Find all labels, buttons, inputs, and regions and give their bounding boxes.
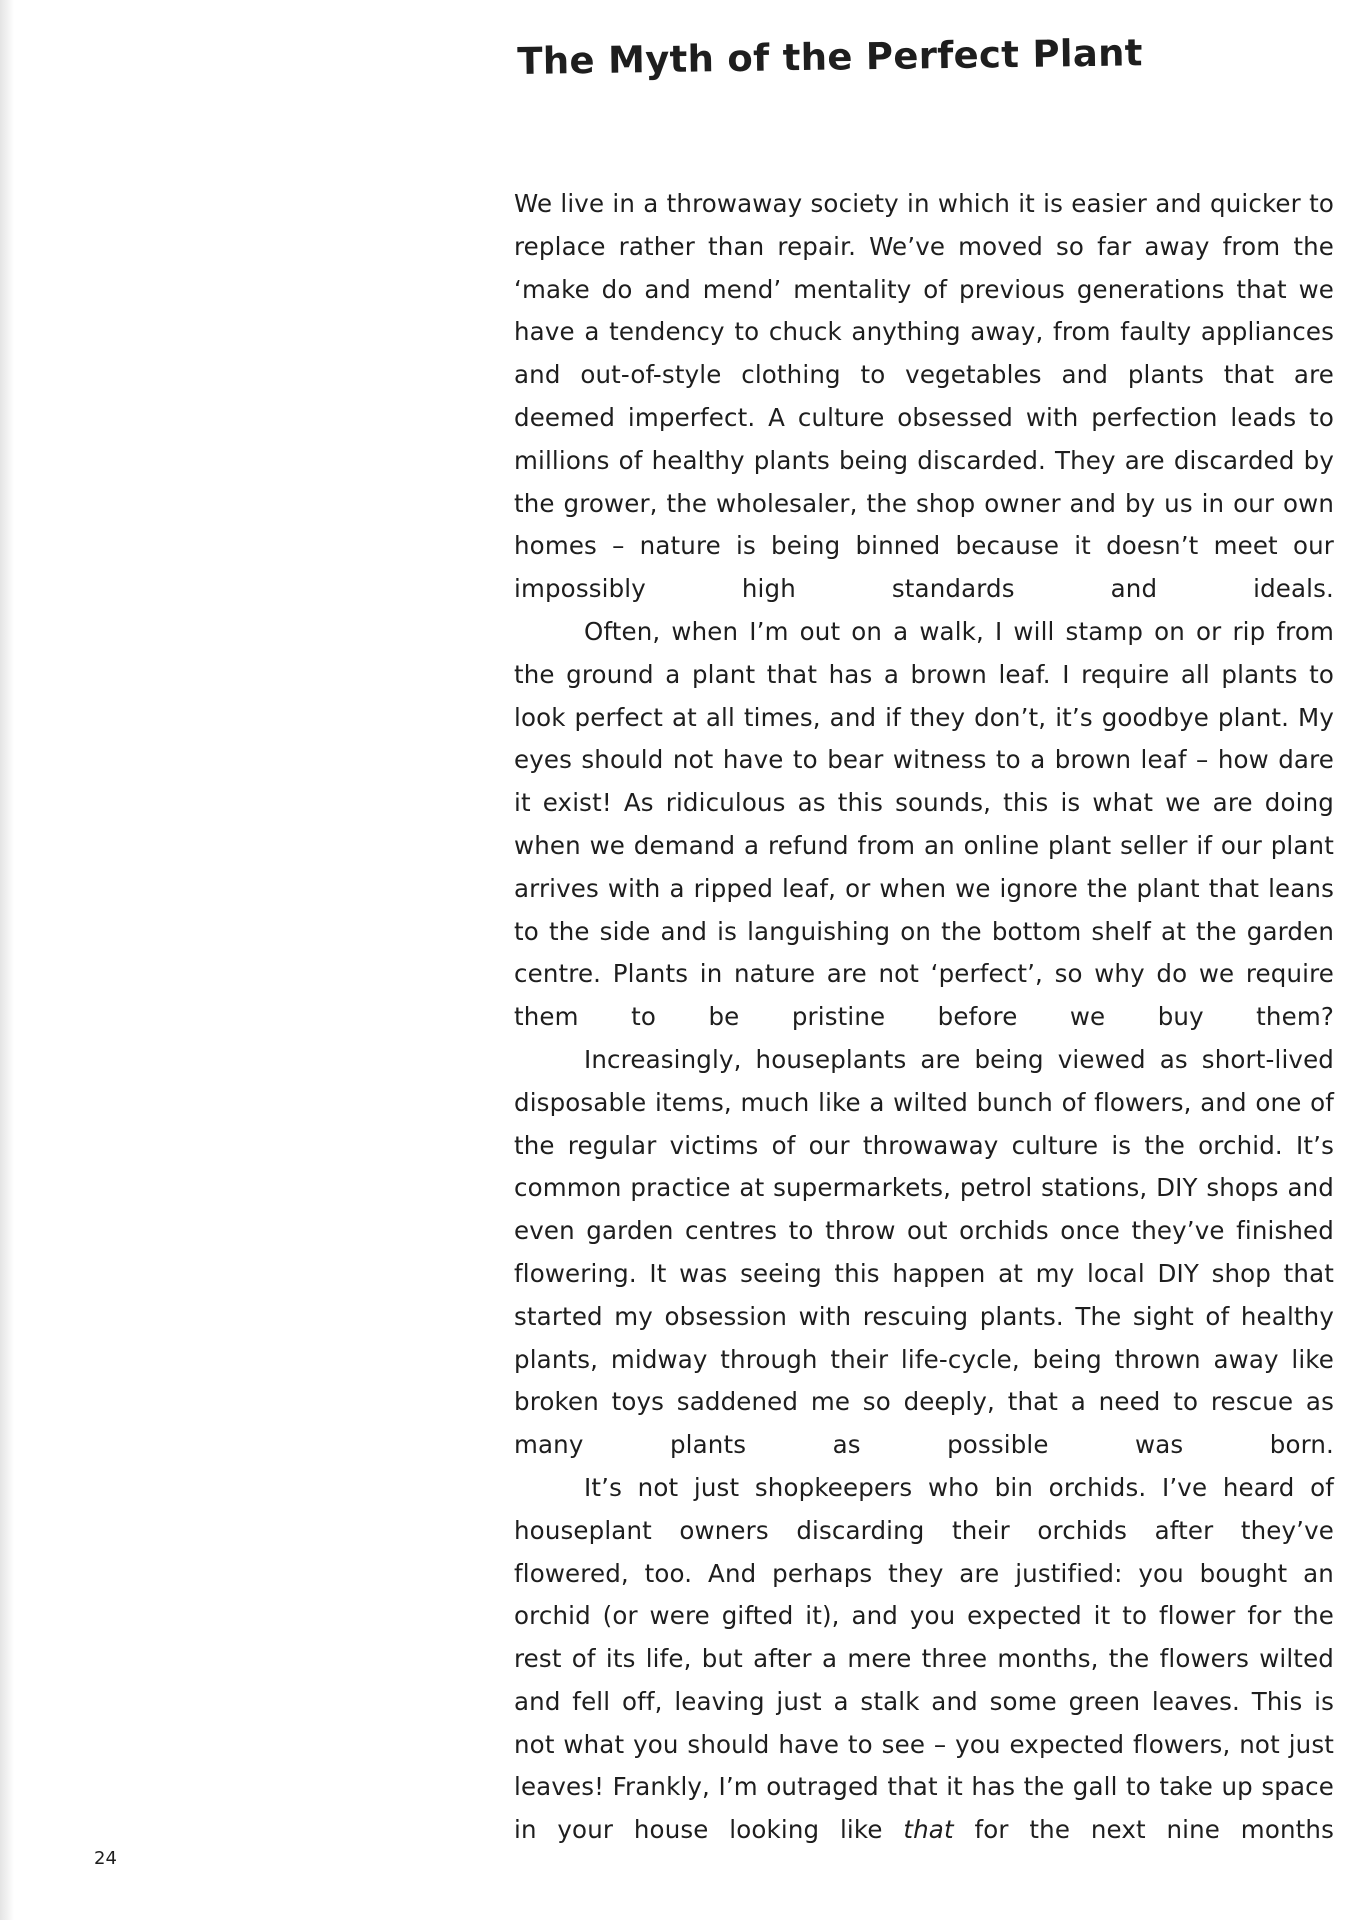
paragraph — [514, 1467, 1334, 1852]
emphasized-word: that — [903, 1815, 954, 1845]
paragraph: Increasingly, houseplants are being viewed as short-lived disposable items, much like a wilted bunch of flowers, and one of the regular victims of our throwaway culture is the orchid. It’s common practice at supermarkets, petrol stations, DIY shops and even garden centres to throw out orchids once they’ve finished flowering. It was seeing this happen at my local DIY shop that started my obsession with rescuing plants. The sight of healthy plants, midway through their life-cycle, being thrown away like broken toys saddened me so deeply, that a need to rescue as many plants as possible was born. — [514, 1044, 1334, 1460]
scan-edge-shadow — [0, 0, 14, 1920]
page-number: 24 — [94, 1848, 117, 1869]
paragraph-text: It’s not just shopkeepers who bin orchids. I’ve heard of houseplant owners discarding their orchids after they’ve flowered, too. And perhaps they are justified: you bought an orchid (or were gifted it), and you expected it to flower for the rest of its life, but after a mere three months, the flowers wilted and fell off, leaving just a stalk and some green leaves. This is not what you should have to see – you expected flowers, not just leaves! Frankly, I’m outraged that it has the gall to take up space in your house looking like — [514, 1472, 1334, 1845]
page-title: The Myth of the Perfect Plant — [517, 31, 1143, 83]
body-text — [514, 183, 1334, 1852]
paragraph-text: for the next nine months — [953, 1815, 1334, 1845]
paragraph: We live in a throwaway society in which it is easier and quicker to replace rather than repair. We’ve moved so far away from the ‘make do and mend’ mentality of previous generations that we have a tendency to chuck anything away, from faulty appliances and out-of-style clothing to vegetables and plants that are deemed imperfect. A culture obsessed with perfection leads to millions of healthy plants being discarded. They are discarded by the grower, the wholesaler, the shop owner and by us in our own homes – nature is being binned because it doesn’t meet our impossibly high standards and ideals. — [514, 189, 1334, 604]
paragraph: Often, when I’m out on a walk, I will stamp on or rip from the ground a plant that has a brown leaf. I require all plants to look perfect at all times, and if they don’t, it’s goodbye plant. My eyes should not have to bear witness to a brown leaf – how dare it exist! As ridiculous as this sounds, this is what we are doing when we demand a refund from an online plant seller if our plant arrives with a ripped leaf, or when we ignore the plant that leans to the side and is languishing on the bottom shelf at the garden centre. Plants in nature are not ‘perfect’, so why do we require them to be pristine before we buy them? — [514, 616, 1334, 1032]
